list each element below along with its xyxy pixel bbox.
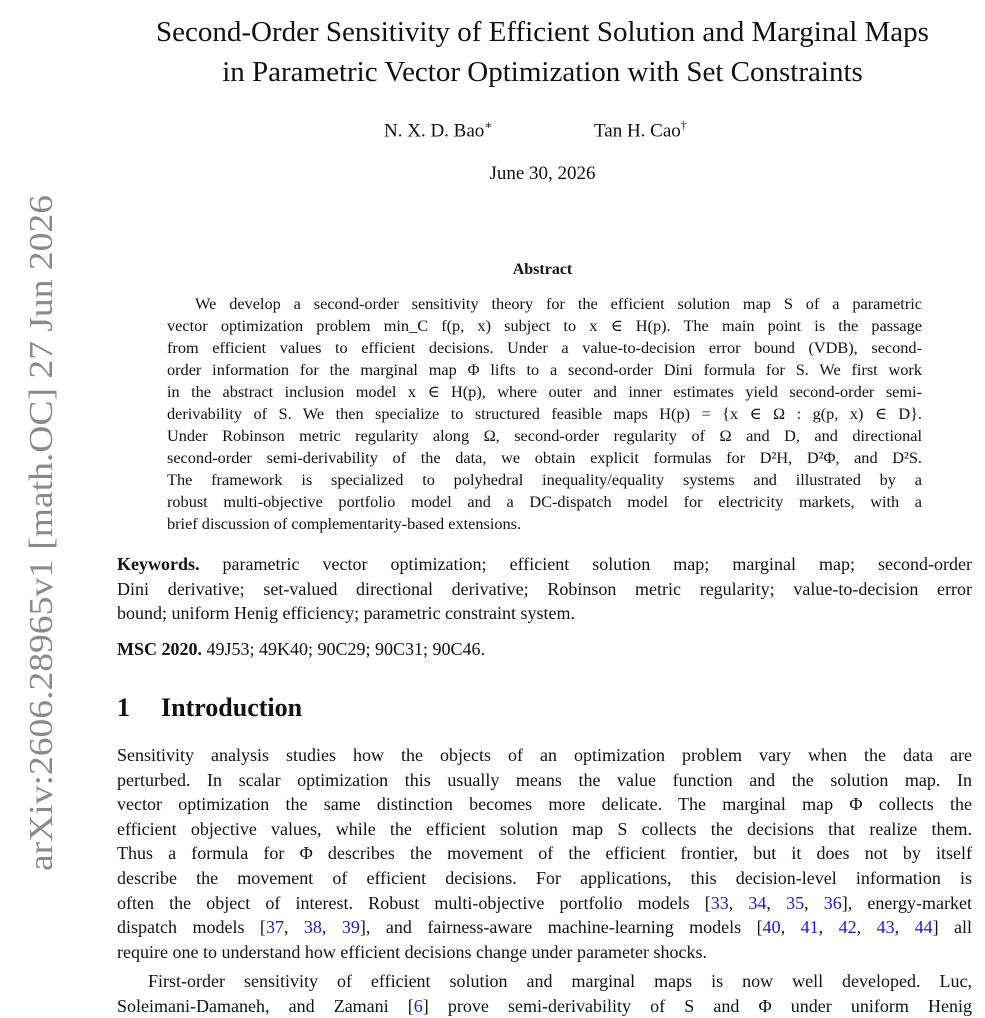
- abstract-line: Under Robinson metric regularity along Ω, second-order regularity of Ω and D, and directional: [167, 426, 922, 445]
- author-1-name: N. X. D. Bao: [384, 120, 485, 142]
- keywords-label: Keywords.: [117, 554, 200, 574]
- citation-link[interactable]: 35: [786, 892, 805, 913]
- citation-link[interactable]: 34: [748, 892, 767, 913]
- abstract-body: [167, 293, 922, 535]
- citation-link[interactable]: 36: [823, 892, 842, 913]
- keywords-line: Dini derivative; set-valued directional derivative; Robinson metric regularity; value-to-decision error: [117, 578, 972, 599]
- intro-paragraph: [117, 743, 972, 964]
- abstract-line: We develop a second-order sensitivity theory for the efficient solution map S of a parametric: [195, 294, 922, 313]
- citation-link[interactable]: 41: [800, 917, 819, 938]
- author-1: [384, 118, 492, 142]
- intro-line: perturbed. In scalar optimization this usually means the value function and the solution map. In: [117, 769, 972, 790]
- msc-label: MSC 2020.: [117, 639, 202, 659]
- keywords: [117, 552, 972, 626]
- citation-link[interactable]: 33: [710, 892, 729, 913]
- msc-classification: [117, 637, 972, 662]
- title-line-2: in Parametric Vector Optimization with Set Constraints: [222, 56, 863, 88]
- citation-link[interactable]: 44: [914, 917, 933, 938]
- abstract-line: from efficient values to efficient decisions. Under a value-to-decision error bound (VDB), second-: [167, 338, 922, 357]
- abstract-line: The framework is specialized to polyhedral inequality/equality systems and illustrated by a: [167, 470, 922, 489]
- citation-link[interactable]: 40: [762, 917, 781, 938]
- abstract-line: in the abstract inclusion model x ∈ H(p), where outer and inner estimates yield second-order semi-: [167, 382, 922, 401]
- section-number: 1: [117, 693, 130, 722]
- section-heading: [117, 693, 302, 723]
- author-2: [594, 118, 687, 142]
- arxiv-stamp: [18, 195, 62, 875]
- abstract-line: derivability of S. We then specialize to structured feasible maps H(p) = {x ∈ Ω : g(p, x) ∈ D}.: [167, 404, 922, 423]
- arxiv-stamp-text: arXiv:2606.28965v1 [math.OC] 27 Jun 2026: [23, 268, 60, 871]
- author-1-footnote-mark[interactable]: ∗: [484, 118, 493, 132]
- intro-line: efficient objective values, while the efficient solution map S collects the decisions that realize them.: [117, 818, 972, 839]
- abstract-line: brief discussion of complementarity-based extensions.: [167, 514, 522, 533]
- citation-link[interactable]: 6: [413, 995, 423, 1016]
- msc-codes: 49J53; 49K40; 90C29; 90C31; 90C46.: [206, 639, 486, 659]
- paper-title: [105, 12, 980, 92]
- citation-link[interactable]: 42: [838, 917, 857, 938]
- citation-link[interactable]: 37: [265, 917, 284, 938]
- intro-line: require one to understand how efficient decisions change under parameter shocks.: [117, 941, 707, 962]
- author-2-footnote-mark[interactable]: †: [680, 118, 687, 132]
- keywords-line: bound; uniform Henig efficiency; parametric constraint system.: [117, 603, 576, 624]
- paper-date: June 30, 2026: [489, 163, 596, 184]
- citation-link[interactable]: 39: [341, 917, 360, 938]
- intro-line-with-citations: often the object of interest. Robust multi-objective portfolio models [33, 34, 35, 36], energy-market: [117, 892, 973, 913]
- intro-line-with-citations: Soleimani-Damaneh, and Zamani [6] prove semi-derivability of S and Φ under uniform Henig: [117, 995, 972, 1016]
- intro-line: describe the movement of efficient decisions. For applications, this decision-level information is: [117, 867, 972, 888]
- abstract-line: order information for the marginal map Φ lifts to a second-order Dini formula for S. We first work: [167, 360, 922, 379]
- intro-line: First-order sensitivity of efficient solution and marginal maps is now well developed. Luc,: [148, 971, 972, 991]
- intro-line: vector optimization the same distinction becomes more delicate. The marginal map Φ collects the: [117, 794, 972, 815]
- abstract-line: robust multi-objective portfolio model and a DC-dispatch model for electricity markets, with a: [167, 492, 922, 511]
- citation-link[interactable]: 38: [303, 917, 322, 938]
- section-title: Introduction: [161, 693, 303, 722]
- intro-line-with-citations: dispatch models [37, 38, 39], and fairness-aware machine-learning models [40, 41, 42, 43, 44] all: [117, 917, 973, 938]
- intro-line: Thus a formula for Φ describes the movement of the efficient frontier, but it does not by itself: [117, 843, 972, 864]
- intro-line: Sensitivity analysis studies how the objects of an optimization problem vary when the data are: [117, 745, 972, 765]
- title-line-1: Second-Order Sensitivity of Efficient Solution and Marginal Maps: [156, 16, 929, 48]
- abstract-line: vector optimization problem min_C f(p, x) subject to x ∈ H(p). The main point is the passage: [167, 316, 922, 335]
- abstract-heading: Abstract: [512, 261, 573, 278]
- author-2-name: Tan H. Cao: [594, 120, 681, 142]
- citation-link[interactable]: 43: [876, 917, 895, 938]
- keywords-line: parametric vector optimization; efficient solution map; marginal map; second-order: [222, 554, 973, 574]
- intro-paragraph-2: [117, 969, 972, 1018]
- abstract-line: second-order semi-derivability of the data, we obtain explicit formulas for D²H, D²Φ, and D²S.: [167, 448, 922, 467]
